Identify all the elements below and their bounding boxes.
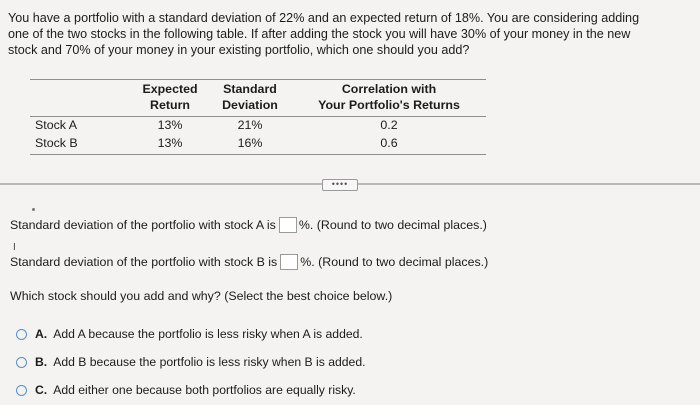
answer-a-prefix: Standard deviation of the portfolio with stock A is: [10, 218, 276, 232]
question-line: You have a portfolio with a standard deviation of 22% and an expected return of 18%. You are considering adding: [8, 11, 640, 25]
option-letter: C.: [35, 383, 48, 397]
text-cursor-icon: I: [13, 242, 16, 253]
option-a[interactable]: [16, 326, 363, 342]
radio-icon[interactable]: [16, 329, 27, 340]
option-text: Add A because the portfolio is less risky when A is added.: [53, 327, 363, 341]
selection-prompt: Which stock should you add and why? (Select the best choice below.): [10, 289, 393, 303]
answer-a-suffix: %. (Round to two decimal places.): [298, 218, 487, 232]
answer-b-suffix: %. (Round to two decimal places.): [300, 255, 489, 269]
cell-standard-deviation: 16%: [237, 136, 263, 150]
table-bottom-rule: [30, 154, 486, 155]
cell-standard-deviation: 21%: [237, 118, 263, 132]
option-c[interactable]: [16, 382, 356, 398]
answer-b-prefix: Standard deviation of the portfolio with stock B is: [10, 255, 278, 269]
row-label: Stock A: [35, 118, 78, 132]
radio-icon[interactable]: [16, 357, 27, 368]
cell-expected-return: 13%: [157, 136, 183, 150]
option-text: Add either one because both portfolios are equally risky.: [53, 383, 356, 397]
answer-line-a: [10, 217, 487, 233]
more-button[interactable]: ••••: [322, 179, 358, 191]
option-letter: A.: [35, 327, 48, 341]
cell-expected-return: 13%: [157, 118, 183, 132]
question-text: [8, 10, 692, 58]
answer-b-input[interactable]: [280, 254, 298, 270]
bullet-dot: [32, 208, 35, 211]
cell-correlation: 0.2: [380, 118, 398, 132]
header-standard-deviation: Standard Deviation: [222, 82, 278, 112]
option-text: Add B because the portfolio is less risky when B is added.: [53, 355, 366, 369]
question-line: one of the two stocks in the following table. If after adding the stock you will have 30% of your money in the new: [8, 27, 631, 41]
option-b[interactable]: [16, 354, 366, 370]
radio-icon[interactable]: [16, 385, 27, 396]
option-letter: B.: [35, 355, 48, 369]
question-line: stock and 70% of your money in your existing portfolio, which one should you add?: [8, 43, 470, 57]
header-expected-return: Expected Return: [142, 82, 198, 112]
row-label: Stock B: [35, 136, 78, 150]
table-top-rule: [30, 79, 486, 80]
answer-line-b: [10, 254, 488, 270]
cell-correlation: 0.6: [380, 136, 398, 150]
answer-a-input[interactable]: [279, 217, 297, 233]
header-correlation: Correlation with Your Portfolio's Returns: [318, 82, 460, 112]
